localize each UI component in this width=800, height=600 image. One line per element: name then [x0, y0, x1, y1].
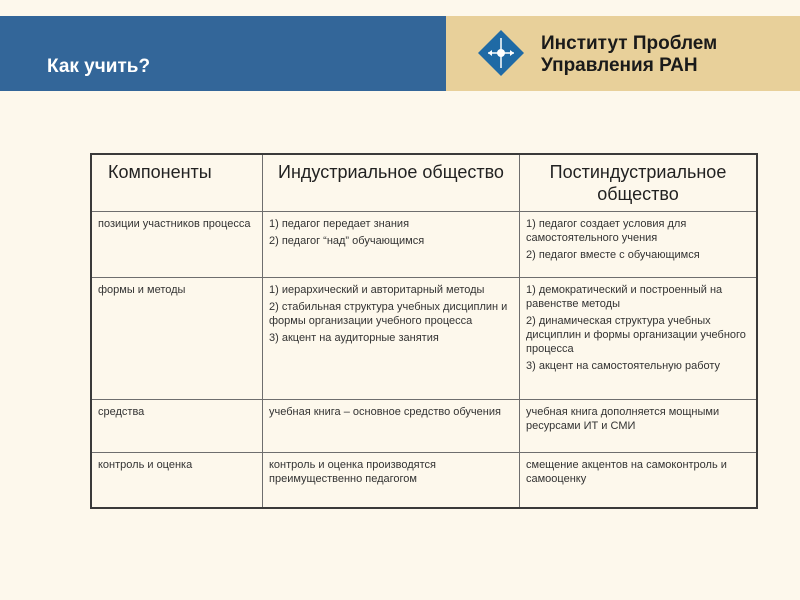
- cell-component: контроль и оценка: [91, 453, 263, 508]
- institute-logo-icon: [476, 28, 526, 78]
- list-item: смещение акцентов на самоконтроль и самооценку: [526, 459, 727, 485]
- table-row: [91, 212, 757, 278]
- cell-industrial: [263, 453, 520, 508]
- comparison-table: [90, 153, 758, 509]
- cell-postindustrial: [520, 212, 758, 278]
- list-item: 3) акцент на самостоятельную работу: [526, 360, 721, 372]
- cell-component: средства: [91, 400, 263, 453]
- table-row: [91, 453, 757, 508]
- cell-postindustrial: [520, 278, 758, 400]
- list-item: 2) педагог “над” обучающимся: [269, 235, 425, 247]
- header-industrial: Индустриальное общество: [263, 154, 520, 212]
- cell-component: позиции участников процесса: [91, 212, 263, 278]
- cell-postindustrial: [520, 453, 758, 508]
- header-components: Компоненты: [91, 154, 263, 212]
- table-row: [91, 400, 757, 453]
- list-item: 1) педагог передает знания: [269, 218, 410, 230]
- list-item: 2) стабильная структура учебных дисциплин и формы организации учебного процесса: [269, 301, 508, 327]
- list-item: 3) акцент на аудиторные занятия: [269, 332, 439, 344]
- header-postindustrial: Постиндустриальное общество: [520, 154, 758, 212]
- list-item: 1) иерархический и авторитарный методы: [269, 284, 485, 296]
- table-header-row: [91, 154, 757, 212]
- list-item: 2) педагог вместе с обучающимся: [526, 249, 700, 261]
- institute-line-2-prefix: Управления: [541, 55, 660, 76]
- cell-industrial: [263, 400, 520, 453]
- institute-line-2: [541, 55, 717, 77]
- institute-name: [541, 33, 717, 77]
- table-row: [91, 278, 757, 400]
- cell-postindustrial: [520, 400, 758, 453]
- slide-title: Как учить?: [47, 56, 151, 77]
- cell-industrial: [263, 278, 520, 400]
- list-item: 2) динамическая структура учебных дисциплин и формы организации учебного процесса: [526, 315, 746, 355]
- list-item: 1) педагог создает условия для самостоятельного учения: [526, 218, 687, 244]
- institute-bar: [443, 16, 800, 91]
- list-item: 1) демократический и построенный на равенстве методы: [526, 284, 723, 310]
- cell-component: формы и методы: [91, 278, 263, 400]
- list-item: учебная книга – основное средство обучения: [269, 406, 501, 418]
- institute-line-1: Институт Проблем: [541, 33, 718, 54]
- list-item: учебная книга дополняется мощными ресурсами ИТ и СМИ: [526, 406, 720, 432]
- title-bar: [0, 16, 443, 91]
- institute-abbr: РАН: [659, 55, 698, 76]
- cell-industrial: [263, 212, 520, 278]
- list-item: контроль и оценка производятся преимущественно педагогом: [269, 459, 437, 485]
